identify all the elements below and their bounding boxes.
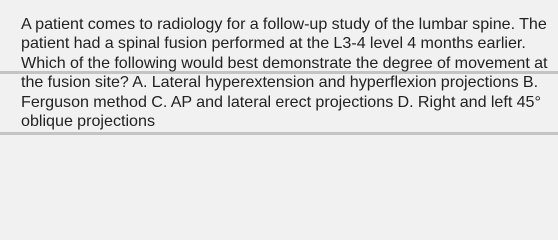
question-text: A patient comes to radiology for a follow-up study of the lumbar spine. The patient had a spinal fusion performed at the L3-4 level 4 months earlier. Which of the following would best demonstrate the degree of movement at the fusion site? A. Lateral hyperextension and hyperflexion projections B. Ferguson method C. AP and lateral erect projections D. Right and left 45° oblique projections	[21, 15, 548, 131]
divider-line	[0, 132, 558, 135]
